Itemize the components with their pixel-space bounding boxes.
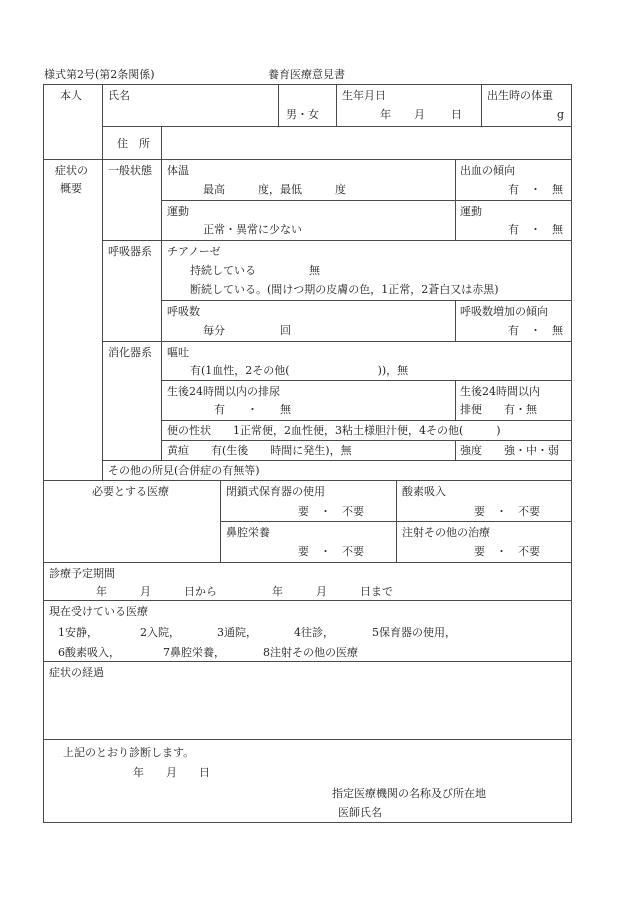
birthdate-month: 月 xyxy=(414,108,425,121)
grid-line xyxy=(161,380,572,381)
movement-value[interactable]: 正常・異常に少ない xyxy=(203,223,302,236)
temperature-label: 体温 xyxy=(167,164,189,177)
grid-line xyxy=(102,84,103,480)
nasal-feeding-label: 鼻腔栄養 xyxy=(226,526,270,539)
outer-top-border xyxy=(43,84,572,85)
care-option[interactable]: 8注射その他の医療 xyxy=(263,646,358,659)
incubator-value[interactable]: 要 ・ 不要 xyxy=(298,505,364,518)
cyanosis-intermittent: 断続している。(間けつ期の皮膚の色，1正常，2蒼白又は赤黒) xyxy=(190,283,499,296)
movement2-label: 運動 xyxy=(460,205,482,218)
stool-type: 便の性状 1正常便，2血性便，3粘土様胆汁便，4その他( ) xyxy=(167,424,501,437)
patient-section-label: 本人 xyxy=(60,89,82,102)
grid-line xyxy=(43,661,572,662)
other-findings-label: その他の所見(合併症の有無等) xyxy=(108,464,260,477)
grid-line xyxy=(278,84,279,126)
general-condition-label: 一般状態 xyxy=(108,164,152,177)
bleeding-value[interactable]: 有 ・ 無 xyxy=(508,183,563,196)
grid-line xyxy=(161,300,572,301)
cyanosis-persistent-none: 無 xyxy=(309,264,320,277)
movement-label: 運動 xyxy=(167,205,189,218)
current-care-label: 現在受けている医療 xyxy=(49,605,148,618)
grid-line xyxy=(161,420,572,421)
birth-weight-label: 出生時の体重 xyxy=(487,89,553,102)
grid-line xyxy=(102,240,572,241)
outer-left-border xyxy=(43,84,44,823)
incubator-label: 閉鎖式保育器の使用 xyxy=(226,485,325,498)
grid-line xyxy=(43,600,572,601)
vomit-label: 嘔吐 xyxy=(167,346,189,359)
grid-line xyxy=(220,521,572,522)
symptoms-section-label: 症状の xyxy=(55,164,88,177)
outer-right-border xyxy=(571,84,572,823)
grid-line xyxy=(161,126,162,159)
form-title: 養育医療意見書 xyxy=(268,68,345,81)
doctor-label: 医師氏名 xyxy=(338,806,382,819)
grid-line xyxy=(336,84,337,126)
respiratory-rate-value: 毎分 回 xyxy=(203,324,291,337)
period-label: 診療予定期間 xyxy=(49,567,115,580)
jaundice-intensity[interactable]: 強度 強・中・弱 xyxy=(460,444,559,457)
grid-line xyxy=(102,341,572,342)
rate-increase-value[interactable]: 有 ・ 無 xyxy=(508,324,563,337)
address-label: 住 所 xyxy=(117,137,150,150)
rate-increase-label: 呼吸数増加の傾向 xyxy=(460,305,548,318)
care-option[interactable]: 2入院， xyxy=(140,626,180,639)
cyanosis-label: チアノーゼ xyxy=(167,245,221,258)
required-care-label: 必要とする医療 xyxy=(92,485,169,498)
form-number: 様式第2号(第2条関係) xyxy=(44,68,155,81)
grid-line xyxy=(43,480,572,481)
grid-line xyxy=(455,380,456,420)
outer-bottom-border xyxy=(43,822,572,823)
jaundice: 黄疸 有(生後 時間に発生)，無 xyxy=(167,444,352,457)
respiratory-label: 呼吸器系 xyxy=(108,245,152,258)
name-label: 氏名 xyxy=(108,89,130,102)
grid-line xyxy=(161,440,572,441)
movement2-value[interactable]: 有 ・ 無 xyxy=(508,223,563,236)
stool-within-value[interactable]: 排便 有・無 xyxy=(460,403,537,416)
respiratory-rate-label: 呼吸数 xyxy=(167,305,200,318)
grid-line xyxy=(102,460,572,461)
digestive-label: 消化器系 xyxy=(108,346,152,359)
birth-weight-unit: g xyxy=(557,108,565,121)
grid-line xyxy=(43,739,572,740)
vomit-value: 有(1血性，2その他( ))，無 xyxy=(190,364,409,377)
diagnosis-date: 年 月 日 xyxy=(133,766,210,779)
grid-line xyxy=(102,126,572,127)
stool-within-label: 生後24時間以内 xyxy=(460,385,540,398)
diagnosis-statement: 上記のとおり診断します。 xyxy=(63,746,195,759)
care-option[interactable]: 5保育器の使用， xyxy=(372,626,456,639)
care-option[interactable]: 6酸素吸入， xyxy=(58,646,120,659)
grid-line xyxy=(455,300,456,341)
care-option[interactable]: 4往診， xyxy=(294,626,334,639)
grid-line xyxy=(455,440,456,460)
progress-label: 症状の経過 xyxy=(49,666,104,679)
institution-label: 指定医療機関の名称及び所在地 xyxy=(332,787,486,800)
birthdate-label: 生年月日 xyxy=(342,89,386,102)
care-option[interactable]: 1安静， xyxy=(58,626,98,639)
grid-line xyxy=(481,84,482,126)
sex-options[interactable]: 男・女 xyxy=(286,108,319,121)
symptoms-section-label-2: 概要 xyxy=(60,182,82,195)
care-option[interactable]: 3通院， xyxy=(217,626,257,639)
urine-value[interactable]: 有 ・ 無 xyxy=(214,403,291,416)
cyanosis-persistent: 持続している xyxy=(190,264,256,277)
injection-label: 注射その他の治療 xyxy=(402,526,490,539)
oxygen-value[interactable]: 要 ・ 不要 xyxy=(474,505,540,518)
grid-line xyxy=(161,200,572,201)
urine-label: 生後24時間以内の排尿 xyxy=(167,385,280,398)
injection-value[interactable]: 要 ・ 不要 xyxy=(474,545,540,558)
oxygen-label: 酸素吸入 xyxy=(402,485,446,498)
grid-line xyxy=(43,562,572,563)
period-value: 年 月 日から 年 月 日まで xyxy=(96,585,393,598)
birthdate-day: 日 xyxy=(451,108,462,121)
nasal-feeding-value[interactable]: 要 ・ 不要 xyxy=(298,545,364,558)
bleeding-label: 出血の傾向 xyxy=(460,164,515,177)
grid-line xyxy=(161,159,162,460)
care-option[interactable]: 7鼻腔栄養， xyxy=(163,646,225,659)
temperature-value: 最高 度，最低 度 xyxy=(203,183,346,196)
birthdate-year: 年 xyxy=(380,108,391,121)
grid-line xyxy=(43,159,572,160)
